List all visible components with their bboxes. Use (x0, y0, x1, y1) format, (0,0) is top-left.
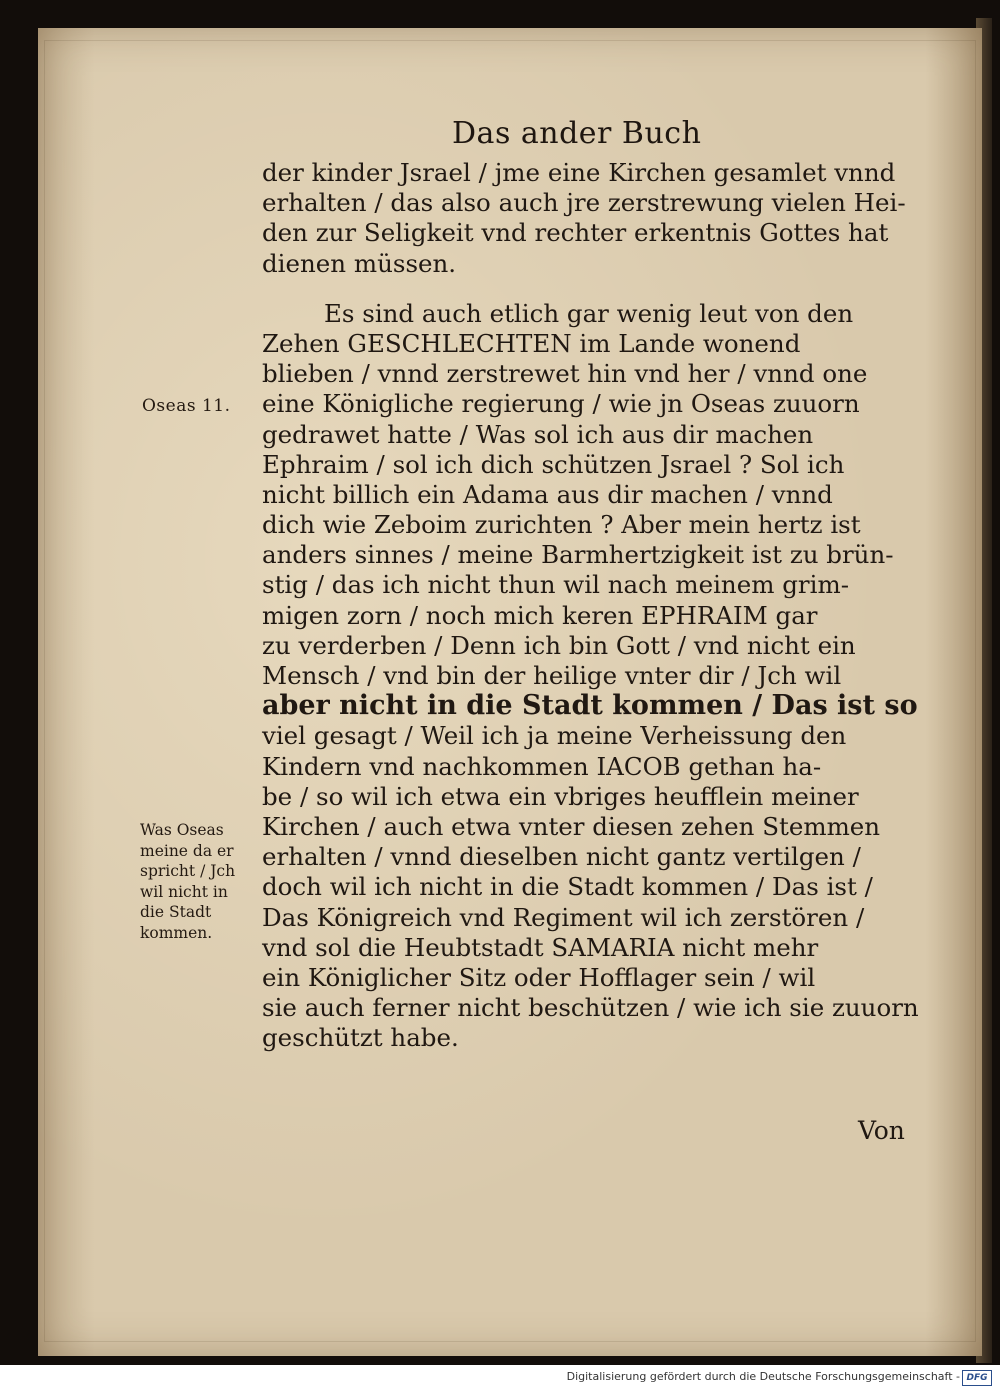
text-line: Es sind auch etlich gar wenig leut von den (324, 298, 854, 328)
text-line: aber nicht in die Stadt kommen / Das ist so (262, 690, 918, 722)
text-line: geschützt habe. (262, 1023, 459, 1053)
text-line: vnd sol die Heubtstadt SAMARIA nicht mehr (262, 932, 819, 962)
text-line: der kinder Jsrael / jme eine Kirchen gesamlet vnnd (262, 158, 896, 187)
text-line: erhalten / vnnd dieselben nicht gantz vertilgen / (262, 842, 861, 872)
margin-note-line: Was Oseas (140, 821, 224, 839)
margin-note-line: wil nicht in (140, 882, 228, 901)
text-line: dienen müssen. (262, 248, 457, 278)
text-line: den zur Seligkeit vnd rechter erkentnis Gottes hat (262, 218, 889, 248)
text-line: ein Königlicher Sitz oder Hofflager sein / wil (262, 962, 816, 992)
text-line: gedrawet hatte / Was sol ich aus dir machen (262, 419, 814, 449)
text-line: Zehen GESCHLECHTEN im Lande wonend (262, 328, 801, 358)
margin-note-block (140, 820, 265, 943)
margin-note-line: kommen. (140, 923, 213, 942)
text-line: Ephraim / sol ich dich schützen Jsrael ? Sol ich (262, 449, 845, 479)
text-line: viel gesagt / Weil ich ja meine Verheissung den (262, 721, 847, 751)
text-line: sie auch ferner nicht beschützen / wie ich sie zuuorn (262, 993, 919, 1023)
paragraph-gap (262, 279, 922, 299)
text-line: migen zorn / noch mich keren EPHRAIM gar (262, 600, 818, 630)
text-line: erhalten / das also auch jre zerstrewung vielen Hei- (262, 188, 906, 218)
text-line: dich wie Zeboim zurichten ? Aber mein hertz ist (262, 510, 861, 540)
text-line: be / so wil ich etwa ein vbriges heufflein meiner (262, 781, 859, 811)
main-text (262, 158, 922, 1053)
text-line: Mensch / vnd bin der heilige vnter dir / Jch wil (262, 661, 842, 690)
text-line: Das Königreich vnd Regiment wil ich zerstören / (262, 902, 865, 932)
text-line: blieben / vnnd zerstrewet hin vnd her / vnnd one (262, 359, 868, 389)
text-line: eine Königliche regierung / wie jn Oseas zuuorn (262, 389, 860, 419)
margin-note-oseas: Oseas 11. (142, 396, 231, 416)
margin-note-line: spricht / Jch (140, 862, 236, 880)
footer-bar (0, 1365, 1000, 1390)
margin-note-line: die Stadt (140, 903, 212, 921)
catchword: Von (858, 1116, 905, 1145)
text-line: zu verderben / Denn ich bin Gott / vnd nicht ein (262, 630, 856, 660)
dfg-logo-icon: DFG (962, 1370, 992, 1386)
text-line: doch wil ich nicht in die Stadt kommen / Das ist / (262, 872, 873, 902)
text-line: Kirchen / auch etwa vnter diesen zehen Stemmen (262, 811, 881, 841)
margin-note-line: meine da er (140, 841, 234, 860)
text-line: nicht billich ein Adama aus dir machen / vnnd (262, 479, 833, 509)
footer-credit: Digitalisierung gefördert durch die Deutsche Forschungsgemeinschaft - (566, 1370, 960, 1383)
running-header: Das ander Buch (452, 116, 702, 151)
text-line: Kindern vnd nachkommen IACOB gethan ha- (262, 751, 822, 781)
text-line: anders sinnes / meine Barmhertzigkeit ist zu brün- (262, 540, 894, 570)
text-line: stig / das ich nicht thun wil nach meinem grim- (262, 570, 849, 600)
